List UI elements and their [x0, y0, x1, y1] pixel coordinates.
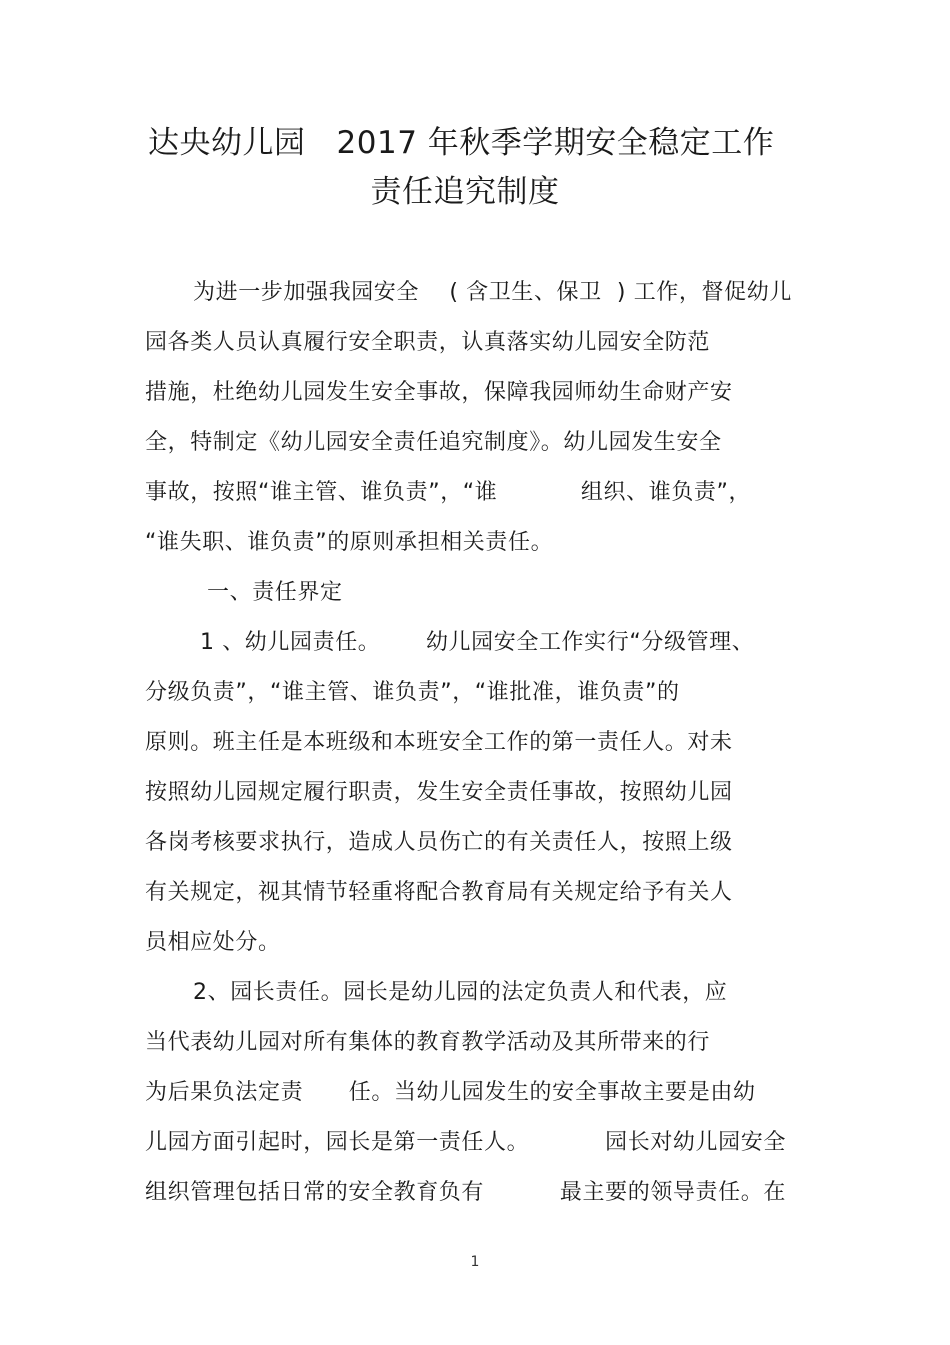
body-line-19: 组织管理包括日常的安全教育负有 最主要的领导责任。在 — [145, 1180, 786, 1205]
document-title-line-1: 达央幼儿园 2017 年秋季学期安全稳定工作 — [148, 125, 775, 161]
body-line-14: 员相应处分。 — [145, 930, 281, 955]
body-line-11: 按照幼儿园规定履行职责，发生安全责任事故，按照幼儿园 — [145, 780, 733, 805]
body-line-16: 当代表幼儿园对所有集体的教育教学活动及其所带来的行 — [145, 1030, 711, 1055]
body-line-17: 为后果负法定责 任。当幼儿园发生的安全事故主要是由幼 — [145, 1080, 756, 1105]
body-line-10: 原则。班主任是本班级和本班安全工作的第一责任人。对未 — [145, 730, 733, 755]
body-line-2: 园各类人员认真履行安全职责，认真落实幼儿园安全防范 — [145, 330, 711, 355]
body-line-5: 事故，按照“谁主管、谁负责”，“谁 组织、谁负责”， — [145, 480, 752, 505]
body-line-8: 1 、幼儿园责任。 幼儿园安全工作实行“分级管理、 — [200, 630, 755, 655]
body-line-18: 儿园方面引起时，园长是第一责任人。 园长对幼儿园安全 — [145, 1130, 786, 1155]
body-line-6: “谁失职、谁负责”的原则承担相关责任。 — [145, 530, 554, 555]
body-line-13: 有关规定，视其情节轻重将配合教育局有关规定给予有关人 — [145, 880, 733, 905]
body-line-9: 分级负责”，“谁主管、谁负责”，“谁批准，谁负责”的 — [145, 680, 680, 705]
page-number: 1 — [470, 1254, 480, 1270]
section-heading: 一、责任界定 — [207, 580, 343, 605]
body-line-15: 2、园长责任。园长是幼儿园的法定负责人和代表，应 — [193, 980, 728, 1005]
body-line-4: 全，特制定《幼儿园安全责任追究制度》。幼儿园发生安全 — [145, 430, 722, 455]
document-title-line-2: 责任追究制度 — [370, 174, 560, 210]
body-line-1: 为进一步加强我园安全 ( 含卫生、保卫 ) 工作，督促幼儿 — [193, 280, 792, 305]
body-line-3: 措施，杜绝幼儿园发生安全事故，保障我园师幼生命财产安 — [145, 380, 733, 405]
body-line-12: 各岗考核要求执行，造成人员伤亡的有关责任人，按照上级 — [145, 830, 733, 855]
